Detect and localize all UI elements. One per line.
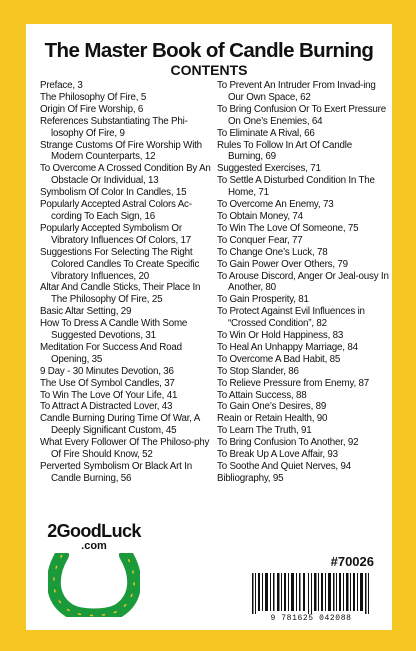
contents-heading: CONTENTS [170, 62, 248, 78]
toc-entry: To Arouse Discord, Anger Or Jeal-ousy In Another, 80 [217, 270, 389, 294]
toc-entry: To Break Up A Love Affair, 93 [217, 449, 338, 461]
toc-entry: Suggested Exercises, 71 [217, 163, 321, 175]
toc-entry: Symbolism Of Color In Candles, 15 [40, 187, 187, 199]
toc-entry: To Settle A Disturbed Condition In The Home, 71 [217, 175, 375, 199]
toc-entry: To Overcome An Enemy, 73 [217, 199, 334, 211]
sku-number: #70026 [330, 554, 374, 569]
toc-entry: Altar And Candle Sticks, Their Place In The Philosophy Of Fire, 25 [40, 282, 201, 306]
toc-entry: To Relieve Pressure from Enemy, 87 [217, 377, 370, 389]
toc-entry: Rules To Follow In Art Of Candle Burning, 69 [217, 139, 352, 163]
toc-entry: To Prevent An Intruder From Invad-ing Our Own Space, 62 [217, 80, 376, 103]
toc-entry: Popularly Accepted Symbolism Or Vibratory Influences Of Colors, 17 [40, 222, 192, 246]
barcode [244, 571, 378, 623]
toc-entry: To Gain One’s Desires, 89 [217, 401, 327, 413]
toc-entry: To Win The Love Of Someone, 75 [217, 222, 359, 234]
toc-entry: To Overcome A Bad Habit, 85 [217, 353, 341, 365]
toc-entry: Candle Burning During Time Of War, A Deeply Significant Custom, 45 [40, 413, 200, 437]
toc-entry: Basic Altar Setting, 29 [40, 306, 132, 318]
toc-entry: To Change One’s Luck, 78 [217, 246, 328, 258]
toc-entry: To Stop Slander, 86 [217, 365, 299, 377]
toc-entry: How To Dress A Candle With Some Suggested Devotions, 31 [40, 318, 188, 342]
book-title: The Master Book of Candle Burning [44, 39, 374, 62]
toc-entry: Reain or Retain Health, 90 [217, 413, 328, 425]
toc-entry: 9 Day - 30 Minutes Devotion, 36 [40, 365, 174, 377]
toc-entry: To Protect Against Evil Influences in “Crossed Condition”, 82 [217, 306, 365, 330]
toc-entry: Meditation For Success And Road Opening, 35 [40, 341, 182, 365]
logo-domain: .com [81, 540, 107, 552]
toc-entry: Perverted Symbolism Or Black Art In Candle Burning, 56 [40, 461, 192, 484]
toc-entry: To Attain Success, 88 [217, 389, 307, 401]
toc-entry: To Heal An Unhappy Marriage, 84 [217, 341, 358, 353]
toc-entry: To Obtain Money, 74 [217, 210, 303, 222]
toc-entry: To Gain Power Over Others, 79 [217, 258, 348, 270]
toc-entry: References Substantiating The Phi-losophy Of Fire, 9 [40, 115, 188, 139]
toc-entry: To Attract A Distracted Lover, 43 [40, 401, 173, 413]
toc-entry: To Bring Confusion To Another, 92 [217, 437, 359, 449]
toc-entry: Popularly Accepted Astral Colors Ac-cording To Each Sign, 16 [40, 199, 192, 222]
logo-text: 2GoodLuck [47, 521, 141, 541]
toc-entry: Bibliography, 95 [217, 472, 284, 484]
toc-entry: The Use Of Symbol Candles, 37 [40, 377, 175, 389]
toc-left-column [40, 80, 212, 485]
toc-entry: To Eliminate A Rival, 66 [217, 127, 315, 139]
barcode-number: 9 781625 042088 [244, 614, 378, 623]
toc-entry: The Philosophy Of Fire, 5 [40, 91, 147, 103]
toc-entry: To Bring Confusion Or To Exert Pressure On One’s Enemies, 64 [217, 103, 386, 127]
toc-entry: To Win The Love Of Your Life, 41 [40, 389, 178, 401]
toc-entry: To Win Or Hold Happiness, 83 [217, 330, 344, 342]
toc-entry: What Every Follower Of The Philoso-phy Of Fire Should Know, 52 [40, 437, 210, 461]
toc-entry: To Conquer Fear, 77 [217, 234, 303, 246]
publisher-logo [44, 521, 144, 621]
toc-entry: Origin Of Fire Worship, 6 [40, 103, 144, 115]
toc-entry: To Overcome A Crossed Condition By An Obstacle Or Individual, 13 [40, 163, 211, 187]
toc-entry: To Gain Prosperity, 81 [217, 294, 309, 306]
toc-right-column [217, 80, 389, 485]
back-cover-panel [26, 24, 392, 630]
toc-entry: To Learn The Truth, 91 [217, 425, 312, 437]
toc-entry: Suggestions For Selecting The Right Colored Candles To Create Specific Vibratory Influences, 20 [40, 246, 200, 282]
toc-entry: Preface, 3 [40, 80, 83, 91]
toc-entry: To Soothe And Quiet Nerves, 94 [217, 461, 351, 472]
horseshoe-icon [48, 553, 140, 617]
toc-entry: Strange Customs Of Fire Worship With Modern Counterparts, 12 [40, 139, 202, 163]
